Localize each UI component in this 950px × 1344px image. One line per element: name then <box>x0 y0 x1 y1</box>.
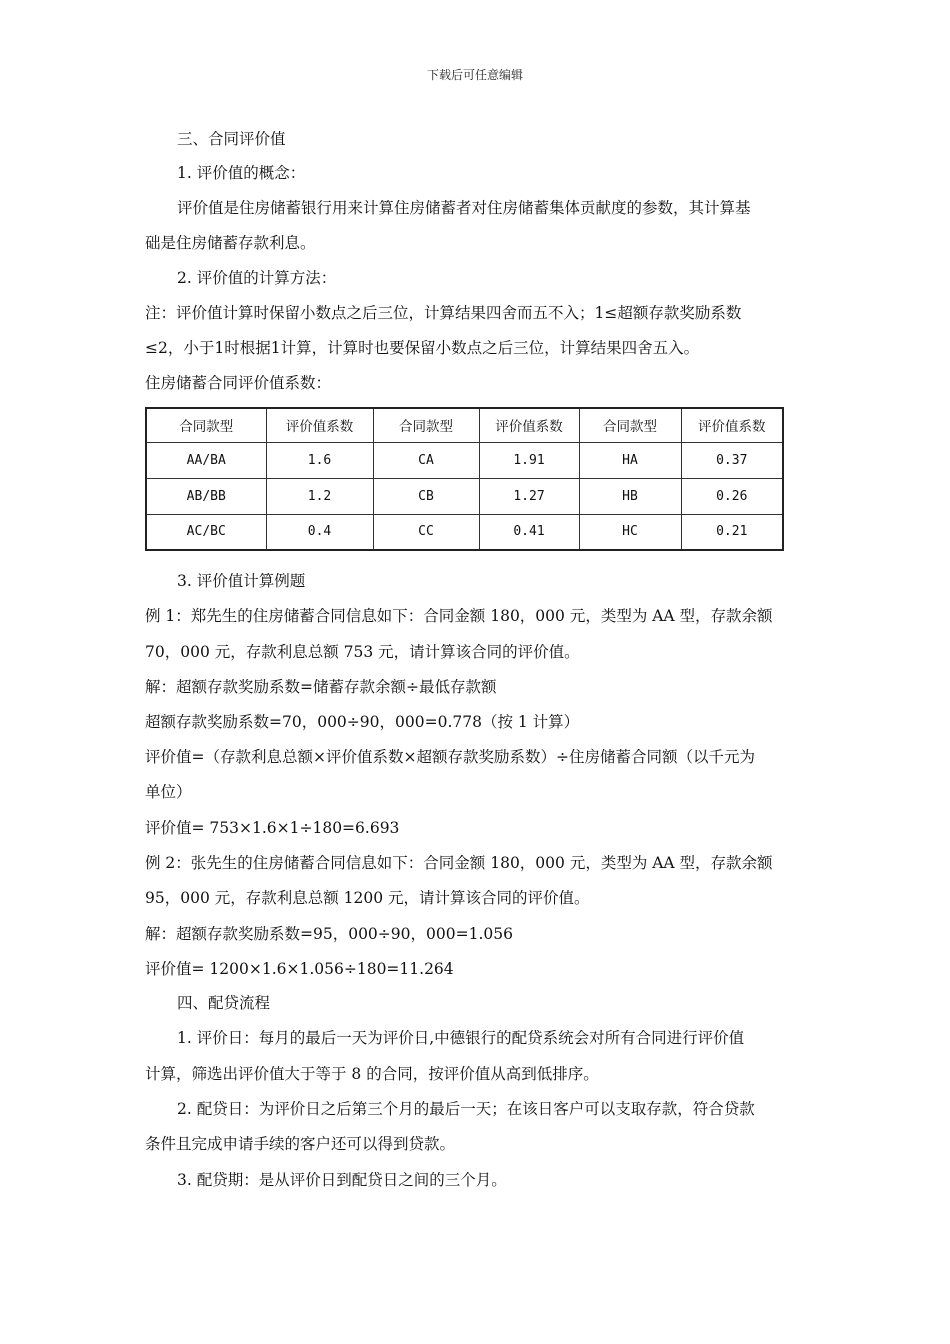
page-header: 下载后可任意编辑 <box>426 68 523 82</box>
note-line: ≤2，小于1时根据1计算，计算时也要保留小数点之后三位，计算结果四舍五入。 <box>145 339 700 357</box>
table-cell: CB <box>373 478 479 514</box>
solution-line: 解：超额存款奖励系数=95，000÷90，000=1.056 <box>145 925 513 943</box>
table-row <box>146 514 783 550</box>
table-cell: 0.26 <box>681 478 783 514</box>
table-row <box>146 442 783 478</box>
table-cell: 0.41 <box>479 514 579 550</box>
example-line: 例 1：郑先生的住房储蓄合同信息如下：合同金额 180，000 元，类型为 AA 型，存款余额 <box>145 607 773 625</box>
table-cell: AB/BB <box>146 478 266 514</box>
table-cell: 0.21 <box>681 514 783 550</box>
table-cell: 1.2 <box>266 478 373 514</box>
process-line: 3. 配贷期：是从评价日到配贷日之间的三个月。 <box>177 1171 507 1189</box>
table-cell: HA <box>579 442 681 478</box>
table-cell: 1.27 <box>479 478 579 514</box>
note-line: 注：评价值计算时保留小数点之后三位，计算结果四舍而五不入；1≤超额存款奖励系数 <box>145 304 742 322</box>
table-cell: CA <box>373 442 479 478</box>
coefficient-table <box>145 407 784 551</box>
table-cell: HC <box>579 514 681 550</box>
table-header-row <box>146 408 783 442</box>
example-line: 95，000 元，存款利息总额 1200 元，请计算该合同的评价值。 <box>145 889 590 907</box>
header-cell: 评价值系数 <box>266 408 373 442</box>
header-cell: 合同款型 <box>579 408 681 442</box>
header-cell: 合同款型 <box>146 408 266 442</box>
paragraph-line: 础是住房储蓄存款利息。 <box>145 234 316 252</box>
formula-line: 单位） <box>145 783 192 801</box>
example-line: 例 2：张先生的住房储蓄合同信息如下：合同金额 180，000 元，类型为 AA 型，存款余额 <box>145 854 773 872</box>
table-cell: CC <box>373 514 479 550</box>
table-cell: 1.91 <box>479 442 579 478</box>
example-line: 70，000 元，存款利息总额 753 元，请计算该合同的评价值。 <box>145 643 580 661</box>
table-cell: AA/BA <box>146 442 266 478</box>
header-cell: 评价值系数 <box>479 408 579 442</box>
subheading-concept: 1. 评价值的概念： <box>177 164 306 182</box>
process-line: 2. 配贷日：为评价日之后第三个月的最后一天；在该日客户可以支取存款，符合贷款 <box>177 1100 755 1118</box>
table-cell: 1.6 <box>266 442 373 478</box>
table-cell: 0.37 <box>681 442 783 478</box>
table-cell: HB <box>579 478 681 514</box>
process-line: 条件且完成申请手续的客户还可以得到贷款。 <box>145 1135 456 1153</box>
subheading-examples: 3. 评价值计算例题 <box>177 572 306 590</box>
table-cell: AC/BC <box>146 514 266 550</box>
table-row <box>146 478 783 514</box>
header-cell: 评价值系数 <box>681 408 783 442</box>
process-line: 计算，筛选出评价值大于等于 8 的合同，按评价值从高到低排序。 <box>145 1065 599 1083</box>
solution-line: 解：超额存款奖励系数=储蓄存款余额÷最低存款额 <box>145 678 497 696</box>
formula-line: 评价值=（存款利息总额×评价值系数×超额存款奖励系数）÷住房储蓄合同额（以千元为 <box>145 748 755 766</box>
paragraph-line: 评价值是住房储蓄银行用来计算住房储蓄者对住房储蓄集体贡献度的参数，其计算基 <box>177 199 751 217</box>
section-heading-contract-evaluation: 三、合同评价值 <box>177 130 286 148</box>
result-line: 评价值= 753×1.6×1÷180=6.693 <box>145 819 400 837</box>
solution-line: 超额存款奖励系数=70，000÷90，000=0.778（按 1 计算） <box>145 713 580 731</box>
result-line: 评价值= 1200×1.6×1.056÷180=11.264 <box>145 960 454 978</box>
table-caption: 住房储蓄合同评价值系数： <box>145 374 332 392</box>
header-cell: 合同款型 <box>373 408 479 442</box>
section-heading-loan-process: 四、配贷流程 <box>177 994 271 1012</box>
subheading-method: 2. 评价值的计算方法： <box>177 269 337 287</box>
process-line: 1. 评价日：每月的最后一天为评价日,中德银行的配贷系统会对所有合同进行评价值 <box>177 1029 745 1047</box>
table-cell: 0.4 <box>266 514 373 550</box>
